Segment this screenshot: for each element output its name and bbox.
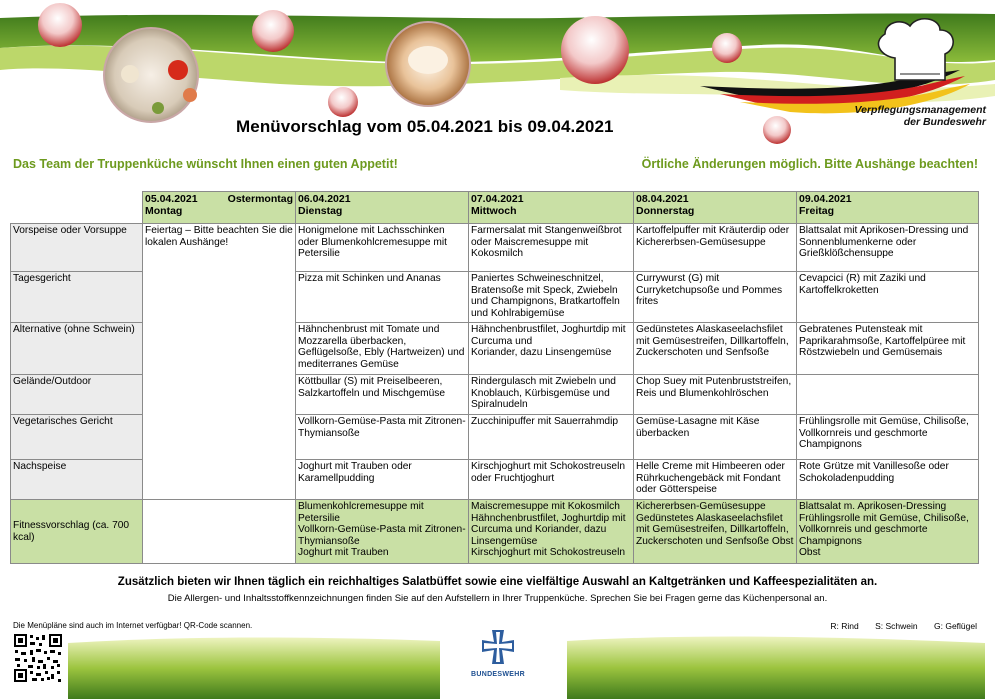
day-weekday: Montag: [145, 205, 183, 217]
menu-table: [10, 191, 979, 564]
notice-text: Örtliche Änderungen möglich. Bitte Aushänge beachten!: [641, 157, 978, 171]
menu-cell: Köttbullar (S) mit Preiselbeeren, Salzkartoffeln und Mischgemüse: [296, 375, 469, 415]
brand-logo-text: [806, 104, 986, 128]
day-date: 08.04.2021: [636, 193, 689, 205]
row-label: Alternative (ohne Schwein): [11, 323, 143, 375]
bundeswehr-label: BUNDESWEHR: [471, 671, 525, 678]
day-weekday: Dienstag: [298, 205, 343, 217]
qr-code[interactable]: [13, 633, 63, 683]
day-date: 09.04.2021: [799, 193, 852, 205]
menu-cell: Chop Suey mit Putenbruststreifen, Reis und Blumenkohlröschen: [634, 375, 797, 415]
menu-cell: Pizza mit Schinken und Ananas: [296, 272, 469, 323]
menu-cell: Gebratenes Putensteak mit Paprikarahmsoße, Kartoffelpüree mit Röstzwiebeln und Gemüsemais: [797, 323, 979, 375]
menu-cell: Blattsalat mit Aprikosen-Dressing und Sonnenblumenkerne oder Grießklößchensuppe: [797, 224, 979, 272]
menu-cell: Vollkorn-Gemüse-Pasta mit Zitronen-Thymiansoße: [296, 415, 469, 460]
menu-cell: [797, 375, 979, 415]
menu-cell: Kirschjoghurt mit Schokostreuseln oder Fruchtjoghurt: [469, 460, 634, 500]
menu-cell: Currywurst (G) mit Curryketchupsoße und Pommes frites: [634, 272, 797, 323]
day-date: 07.04.2021: [471, 193, 524, 205]
menu-cell: Farmersalat mit Stangenweißbrot oder Maiscremesuppe mit Kokosmilch: [469, 224, 634, 272]
corner-cell: [11, 192, 143, 224]
day-header-row: [11, 192, 979, 224]
empty-cell: [143, 500, 296, 564]
day-weekday: Donnerstag: [636, 205, 695, 217]
menu-cell: Honigmelone mit Lachsschinken oder Blumenkohlcremesuppe mit Petersilie: [296, 224, 469, 272]
menu-cell: Hähnchenbrust mit Tomate und Mozzarella überbacken, Geflügelsoße, Ebly (Hartweizen) und mediterranes Gemüse: [296, 323, 469, 375]
day-header-friday: [797, 192, 979, 224]
allergen-note: Die Allergen- und Inhaltsstoffkennzeichnungen finden Sie auf den Aufstellern in Ihrer Truppenküche. Sprechen Sie bei Fragen gerne das Küchenpersonal an.: [167, 593, 828, 604]
menu-cell: Zucchinipuffer mit Sauerrahmdip: [469, 415, 634, 460]
menu-cell: Gemüse-Lasagne mit Käse überbacken: [634, 415, 797, 460]
table-row: [11, 500, 979, 564]
salad-buffet-note: Zusätzlich bieten wir Ihnen täglich ein reichhaltiges Salatbüffet sowie eine vielfältige Auswahl an Kaltgetränken und Kaffeespezialitäten an.: [117, 576, 878, 588]
day-date: 06.04.2021: [298, 193, 351, 205]
row-label: Tagesgericht: [11, 272, 143, 323]
menu-cell: Cevapcici (R) mit Zaziki und Kartoffelkroketten: [797, 272, 979, 323]
row-label: Vorspeise oder Vorsuppe: [11, 224, 143, 272]
menu-cell: Frühlingsrolle mit Gemüse, Chilisoße, Vollkornreis und geschmorte Champignons: [797, 415, 979, 460]
iron-cross-icon: [478, 628, 518, 666]
menu-cell: Blumenkohlcremesuppe mit Petersilie Vollkorn-Gemüse-Pasta mit Zitronen-Thymiansoße Joghurt mit Trauben: [296, 500, 469, 564]
menu-cell: Blattsalat m. Aprikosen-Dressing Frühlingsrolle mit Gemüse, Chilisoße, Vollkornreis und geschmorte Champignons Obst: [797, 500, 979, 564]
internet-note: Die Menüpläne sind auch im Internet verfügbar! QR-Code scannen.: [13, 621, 253, 630]
day-header-wednesday: [469, 192, 634, 224]
menu-cell: Helle Creme mit Himbeeren oder Rührkuchengebäck mit Fondant oder Götterspeise: [634, 460, 797, 500]
allergen-legend: [816, 621, 977, 631]
greeting-text: Das Team der Truppenküche wünscht Ihnen einen guten Appetit!: [13, 157, 398, 171]
day-date: 05.04.2021: [145, 193, 198, 205]
menu-cell: Rindergulasch mit Zwiebeln und Knoblauch, Kürbisgemüse und Spiralnudeln: [469, 375, 634, 415]
day-header-thursday: [634, 192, 797, 224]
menu-cell: Rote Grütze mit Vanillesoße oder Schokoladenpudding: [797, 460, 979, 500]
row-label: Vegetarisches Gericht: [11, 415, 143, 460]
menu-cell: Joghurt mit Trauben oder Karamellpudding: [296, 460, 469, 500]
menu-cell: Maiscremesuppe mit Kokosmilch Hähnchenbrustfilet, Joghurtdip mit Curcuma und Koriander, dazu Linsengemüse Kirschjoghurt mit Schokostreuseln: [469, 500, 634, 564]
day-weekday: Mittwoch: [471, 205, 517, 217]
legend-pork: S: Schwein: [875, 621, 918, 631]
table-row: [11, 224, 979, 272]
menu-cell: Kichererbsen-Gemüsesuppe Gedünstetes Alaskaseelachsfilet mit Gemüsestreifen, Dillkartoffeln, Zuckerschoten und Senfsoße Obst: [634, 500, 797, 564]
day-weekday: Freitag: [799, 205, 835, 217]
brand-line-2: der Bundeswehr: [903, 116, 986, 128]
menu-cell: Kartoffelpuffer mit Kräuterdip oder Kichererbsen-Gemüsesuppe: [634, 224, 797, 272]
brand-line-1: Verpflegungsmanagement: [854, 104, 986, 116]
page-title: Menüvorschlag vom 05.04.2021 bis 09.04.2021: [236, 117, 614, 136]
row-label: Fitnessvorschlag (ca. 700 kcal): [11, 500, 143, 564]
row-label: Gelände/Outdoor: [11, 375, 143, 415]
day-header-monday: [143, 192, 296, 224]
qr-code-icon: [13, 633, 63, 683]
legend-beef: R: Rind: [830, 621, 859, 631]
menu-cell: Paniertes Schweineschnitzel, Bratensoße mit Speck, Zwiebeln und Champignons, Bratkartoffeln und Kohlrabigemüse: [469, 272, 634, 323]
row-label: Nachspeise: [11, 460, 143, 500]
legend-poultry: G: Geflügel: [934, 621, 977, 631]
menu-cell: Gedünstetes Alaskaseelachsfilet mit Gemüsestreifen, Dillkartoffeln, Zuckerschoten und Senfsoße: [634, 323, 797, 375]
holiday-note: Feiertag – Bitte beachten Sie die lokalen Aushänge!: [143, 224, 296, 500]
day-header-tuesday: [296, 192, 469, 224]
menu-cell: Hähnchenbrustfilet, Joghurtdip mit Curcuma und Koriander, dazu Linsengemüse: [469, 323, 634, 375]
bundeswehr-logo: [468, 628, 528, 688]
day-holiday-name: Ostermontag: [227, 193, 293, 205]
